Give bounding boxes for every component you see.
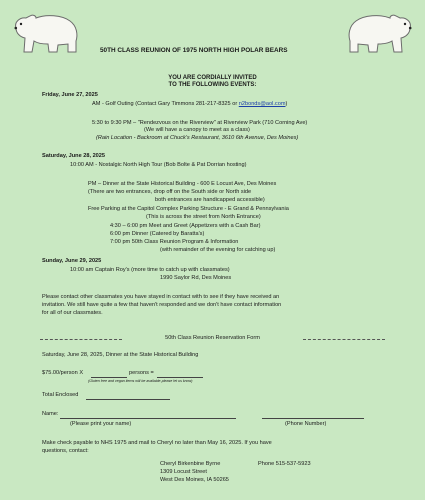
phone-blank[interactable] xyxy=(262,418,364,419)
sunday-line-2: 1990 Saylor Rd, Des Moines xyxy=(160,275,232,281)
contact-name: Cheryl Birkenbine Byrne xyxy=(160,461,221,467)
form-heading: 50th Class Reunion Reservation Form xyxy=(165,335,260,341)
saturday-date: Saturday, June 28, 2025 xyxy=(42,153,106,159)
polar-bear-icon xyxy=(10,8,82,56)
persons-label: persons = xyxy=(129,370,154,376)
note-line-3: for all of our classmates. xyxy=(42,310,103,316)
golf-text-end: ) xyxy=(285,101,288,107)
schedule-dinner: 6:00 pm Dinner (Catered by Baratta's) xyxy=(110,231,205,237)
parking-line-1: Free Parking at the Capitol Complex Parking Structure - E Grand & Pennsylvania xyxy=(88,206,289,212)
name-label: Name: xyxy=(42,411,59,417)
schedule-program: 7:00 pm 50th Class Reunion Program & Information xyxy=(110,239,239,245)
amount-blank[interactable] xyxy=(157,377,203,378)
rendezvous-line-2: (We will have a canopy to meet as a class) xyxy=(144,127,250,133)
parking-line-2: (This is across the street from North Entrance) xyxy=(146,214,261,220)
print-name-caption: (Please print your name) xyxy=(70,421,132,427)
dinner-line-2: (There are two entrances, drop off on the South side or North side xyxy=(88,189,252,195)
rendezvous-line-3: (Rain Location - Backroom at Chuck's Restaurant, 3610 6th Avenue, Des Moines) xyxy=(96,135,299,141)
persons-blank[interactable] xyxy=(91,377,127,378)
golf-email-link[interactable]: n2bonds@aol.com xyxy=(238,101,286,107)
schedule-remainder: (with remainder of the evening for catching up) xyxy=(160,247,276,253)
gluten-note: (Gluten free and vegan items will be available-please let us know) xyxy=(88,379,193,383)
tour-line: 10:00 AM - Nostalgic North High Tour (Bob Bolte & Pat Dorrian hosting) xyxy=(70,162,247,168)
form-divider-left xyxy=(40,339,122,340)
note-line-2: invitation. We still have quite a few that haven't responded and we don't have contact information xyxy=(42,302,282,308)
rendezvous-line-1: 5:30 to 9:30 PM – "Rendezvous on the Riverview" at Riverview Park (710 Corning Ave) xyxy=(92,120,308,126)
note-line-1: Please contact other classmates you have stayed in contact with to see if they have received an xyxy=(42,294,280,300)
invite-line-2: TO THE FOLLOWING EVENTS: xyxy=(168,82,257,88)
contact-address-2: West Des Moines, IA 50265 xyxy=(160,477,229,483)
name-blank[interactable] xyxy=(60,418,236,419)
sunday-line-1: 10:00 am Captain Roy's (more time to catch up with classmates) xyxy=(70,267,230,273)
friday-date: Friday, June 27, 2025 xyxy=(42,92,98,98)
price-label: $75.00/person X xyxy=(42,370,84,376)
contact-phone: Phone 515-537-5923 xyxy=(258,461,311,467)
invite-line-1: YOU ARE CORDIALLY INVITED xyxy=(168,75,257,81)
sunday-date: Sunday, June 29, 2025 xyxy=(42,258,102,264)
golf-text: AM - Golf Outing (Contact Gary Timmons 281-217-8325 or xyxy=(92,101,239,107)
dinner-line-1: PM – Dinner at the State Historical Building - 600 E Locust Ave, Des Moines xyxy=(88,181,277,187)
form-event: Saturday, June 28, 2025, Dinner at the State Historical Building xyxy=(42,352,199,358)
total-label: Total Enclosed xyxy=(42,392,79,398)
golf-outing-line xyxy=(92,101,287,108)
polar-bear-icon xyxy=(344,8,416,56)
payment-line-2: questions, contact: xyxy=(42,448,89,454)
dinner-line-3: both entrances are handicapped accessible) xyxy=(155,197,265,203)
schedule-meet-greet: 4:30 – 6:00 pm Meet and Greet (Appetizers with a Cash Bar) xyxy=(110,223,261,229)
payment-line-1: Make check payable to NHS 1975 and mail to Cheryl no later than May 16, 2025. If you have xyxy=(42,440,272,446)
page-title: 50TH CLASS REUNION OF 1975 NORTH HIGH POLAR BEARS xyxy=(100,47,288,54)
form-divider-right xyxy=(303,339,385,340)
contact-address-1: 1309 Locust Street xyxy=(160,469,207,475)
total-blank[interactable] xyxy=(86,399,170,400)
phone-caption: (Phone Number) xyxy=(285,421,327,427)
